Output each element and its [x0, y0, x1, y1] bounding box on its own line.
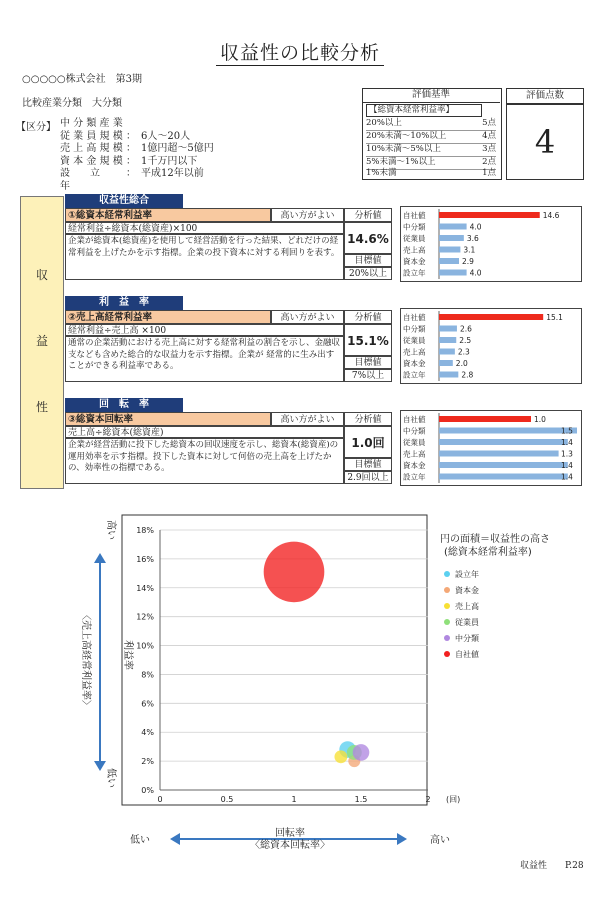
legend-title: 円の面積＝収益性の高さ: [440, 534, 550, 545]
y-axis-label: 利益率: [122, 640, 133, 670]
bar-label: 中分類: [403, 324, 426, 334]
x-tick-label: 1.5: [354, 795, 368, 804]
indicator-direction: 高い方がよい: [271, 208, 344, 222]
bar-label: 従業員: [403, 336, 426, 345]
legend-marker: [444, 619, 450, 625]
legend-marker: [444, 587, 450, 593]
y-arrow-head-down: [94, 761, 106, 771]
benchmark-bar: [439, 439, 568, 445]
bubble-中分類: [353, 744, 370, 761]
bubble-売上高: [334, 750, 347, 763]
y-tick-label: 0%: [141, 786, 154, 795]
score-value: 4: [506, 104, 584, 180]
page-title: 収益性の比較分析: [0, 38, 600, 65]
bar-label: 従業員: [403, 438, 426, 447]
kubun-list: [60, 118, 214, 193]
benchmark-bar: [439, 451, 559, 457]
comparison-bar-chart-3: [400, 410, 582, 486]
bar-value-label: 1.5: [561, 426, 573, 436]
bar-label: 資本金: [403, 359, 426, 368]
bar-value-label: 2.9: [462, 257, 474, 266]
criteria-subtitle: 【総資本経常利益率】: [366, 104, 482, 117]
bar-value-label: 15.1: [546, 313, 563, 322]
section-header-turnover: 回 転 率: [65, 398, 183, 412]
comparison-bar-chart-2: [400, 308, 582, 384]
x-low-label: 低い: [130, 835, 150, 846]
analysis-label: 分析値: [344, 412, 392, 426]
legend-marker: [444, 603, 450, 609]
target-label: 目標値: [344, 356, 392, 369]
kubun-row: 設 立 年 ： 平成12年以前: [60, 168, 204, 192]
bar-value-label: 1.4: [561, 461, 573, 470]
bar-value-label: 2.8: [461, 370, 474, 380]
company-name: ○○○○○株式会社 第3期: [22, 74, 142, 85]
target-label: 目標値: [344, 458, 392, 471]
bar-label: 資本金: [403, 257, 426, 266]
y-tick-label: 6%: [141, 699, 154, 709]
bar-label: 設立年: [403, 268, 426, 278]
benchmark-bar: [439, 247, 460, 253]
bar-value-label: 1.4: [561, 438, 573, 447]
x-axis-label-paren: 〈総資本回転率〉: [250, 840, 330, 850]
bar-label: 中分類: [403, 222, 426, 232]
bar-value-label: 2.6: [459, 324, 472, 334]
criteria-row: 10%未満～5%以上 3点: [366, 142, 496, 157]
kubun-row: 売 上 高 規 模 ： 1億円超～5億円: [60, 143, 214, 154]
industry-classification: 比較産業分類 大分類: [22, 98, 122, 109]
kubun-row: 資 本 金 規 模 ： 1千万円以下: [60, 155, 198, 167]
bubble-自社値: [264, 542, 325, 603]
x-arrow-head-right: [397, 833, 407, 845]
kubun-label: 【区分】: [16, 122, 56, 133]
section-header-total: 収益性総合: [65, 194, 183, 208]
bar-value-label: 1.0: [534, 415, 546, 424]
benchmark-bar: [439, 428, 577, 434]
bar-value-label: 2.3: [457, 347, 470, 357]
bar-label: 売上高: [403, 449, 426, 459]
section-header-margin: 利 益 率: [65, 296, 183, 310]
benchmark-bar: [439, 349, 455, 355]
benchmark-bar: [439, 372, 458, 378]
bar-value-label: 3.6: [466, 234, 479, 243]
y-high-label: 高い: [105, 520, 116, 540]
bubble-chart: [0, 505, 600, 850]
target-value: 20%以上: [344, 267, 392, 280]
bar-value-label: 14.6: [542, 211, 560, 220]
page-footer: 収益性 P.28: [520, 861, 584, 871]
y-tick-label: 12%: [136, 612, 154, 622]
y-tick-label: 8%: [141, 670, 154, 680]
analysis-value: 14.6%: [344, 222, 392, 254]
bar-value-label: 2.5: [459, 336, 472, 345]
indicator-name: ③総資本回転率: [65, 412, 271, 426]
target-label: 目標値: [344, 254, 392, 267]
benchmark-bar: [439, 270, 467, 276]
analysis-label: 分析値: [344, 310, 392, 324]
indicator-formula: 経常利益÷売上高 ×100: [65, 324, 344, 336]
analysis-label: 分析値: [344, 208, 392, 222]
bar-label: 資本金: [403, 461, 426, 470]
benchmark-bar: [439, 326, 457, 332]
bar-label: 設立年: [403, 472, 426, 482]
legend-label: 従業員: [455, 618, 479, 627]
benchmark-bar: [439, 360, 453, 366]
indicator-name: ①総資本経常利益率: [65, 208, 271, 222]
benchmark-bar: [439, 474, 568, 480]
bar-value-label: 4.0: [469, 268, 482, 278]
x-high-label: 高い: [430, 835, 450, 846]
y-tick-label: 16%: [136, 554, 154, 564]
x-tick-label: 2: [425, 795, 431, 804]
x-axis-label: 回転率: [275, 828, 305, 839]
indicator-description: 企業が総資本(総資産)を使用して経営活動を行った結果、どれだけの経常利益を上げたかを示す指標。企業の投下資本に対する利回りを表す。: [65, 234, 344, 280]
y-tick-label: 2%: [141, 757, 154, 767]
benchmark-bar: [439, 224, 467, 230]
benchmark-bar: [439, 337, 456, 343]
bar-label: 売上高: [403, 347, 426, 357]
legend-label: 設立年: [455, 570, 479, 579]
x-unit: (回): [446, 795, 461, 804]
benchmark-bar: [439, 258, 459, 264]
legend-subtitle: (総資本経常利益率): [444, 547, 532, 558]
analysis-value: 15.1%: [344, 324, 392, 356]
y-tick-label: 10%: [136, 641, 154, 651]
kubun-row: 従 業 員 規 模 ： 6人～20人: [60, 130, 191, 142]
x-tick-label: 0: [157, 795, 163, 804]
band-char: 益: [35, 334, 48, 348]
bar-value-label: 2.0: [455, 359, 468, 368]
kubun-row: 中 分 類 産 業: [60, 118, 123, 129]
legend-label: 自社値: [455, 650, 479, 659]
criteria-row: 5%未満～1%以上 2点: [366, 155, 496, 170]
criteria-row: 20%未満～10%以上 4点: [366, 129, 496, 144]
bar-value-label: 3.1: [463, 245, 476, 255]
bar-value-label: 4.0: [469, 222, 482, 232]
indicator-direction: 高い方がよい: [271, 310, 344, 324]
indicator-formula: 売上高÷総資本(総資産): [65, 426, 344, 438]
target-value: 7%以上: [344, 369, 392, 382]
x-tick-label: 1: [291, 795, 297, 804]
own-value-bar: [439, 212, 540, 218]
benchmark-bar: [439, 462, 568, 468]
legend-marker: [444, 635, 450, 641]
indicator-description: 企業が経営活動に投下した総資本の回収速度を示し、総資本(総資産)の運用効率を示す指標。投下した資本に対して何倍の売上高を上げたかの、効率性の指標である。: [65, 438, 344, 484]
bar-value-label: 1.4: [561, 472, 573, 482]
y-arrow-head-up: [94, 553, 106, 563]
indicator-description: 通常の企業活動における売上高に対する経常利益の割合を示し、金融収支なども含めた総合的な収益力を示す指標。企業が 経常的に生み出すことができる利益率である。: [65, 336, 344, 382]
band-char: 収: [35, 268, 48, 282]
own-value-bar: [439, 314, 543, 320]
indicator-name: ②売上高経常利益率: [65, 310, 271, 324]
y-axis-label-paren: 〈売上高経常利益率〉: [80, 610, 91, 710]
y-tick-label: 4%: [141, 728, 154, 738]
x-arrow-head-left: [170, 833, 180, 845]
comparison-bar-chart-1: [400, 206, 582, 282]
indicator-formula: 経常利益÷総資本(総資産)×100: [65, 222, 344, 234]
score-header: 評価点数: [506, 88, 584, 104]
y-low-label: 低い: [105, 768, 116, 788]
bar-label: 自社値: [403, 313, 426, 322]
criteria-header: 評価基準: [362, 88, 500, 103]
target-value: 2.9回以上: [344, 471, 392, 484]
bar-label: 自社値: [403, 211, 426, 220]
legend-marker: [444, 651, 450, 657]
bar-label: 自社値: [403, 415, 426, 424]
band-char: 性: [35, 400, 48, 414]
legend-label: 資本金: [455, 586, 479, 595]
legend-marker: [444, 571, 450, 577]
bar-label: 中分類: [403, 426, 426, 436]
bar-label: 従業員: [403, 234, 426, 243]
own-value-bar: [439, 416, 531, 422]
x-tick-label: 0.5: [220, 795, 234, 804]
indicator-direction: 高い方がよい: [271, 412, 344, 426]
analysis-value: 1.0回: [344, 426, 392, 458]
legend-label: 売上高: [455, 602, 479, 611]
legend-label: 中分類: [455, 634, 479, 643]
benchmark-bar: [439, 235, 464, 241]
y-tick-label: 14%: [136, 583, 154, 593]
bar-label: 設立年: [403, 370, 426, 380]
bar-value-label: 1.3: [561, 449, 573, 459]
bar-label: 売上高: [403, 245, 426, 255]
criteria-row: 1%未満 1点: [366, 168, 496, 178]
y-tick-label: 18%: [136, 526, 154, 535]
criteria-row: 20%以上 5点: [366, 116, 496, 131]
